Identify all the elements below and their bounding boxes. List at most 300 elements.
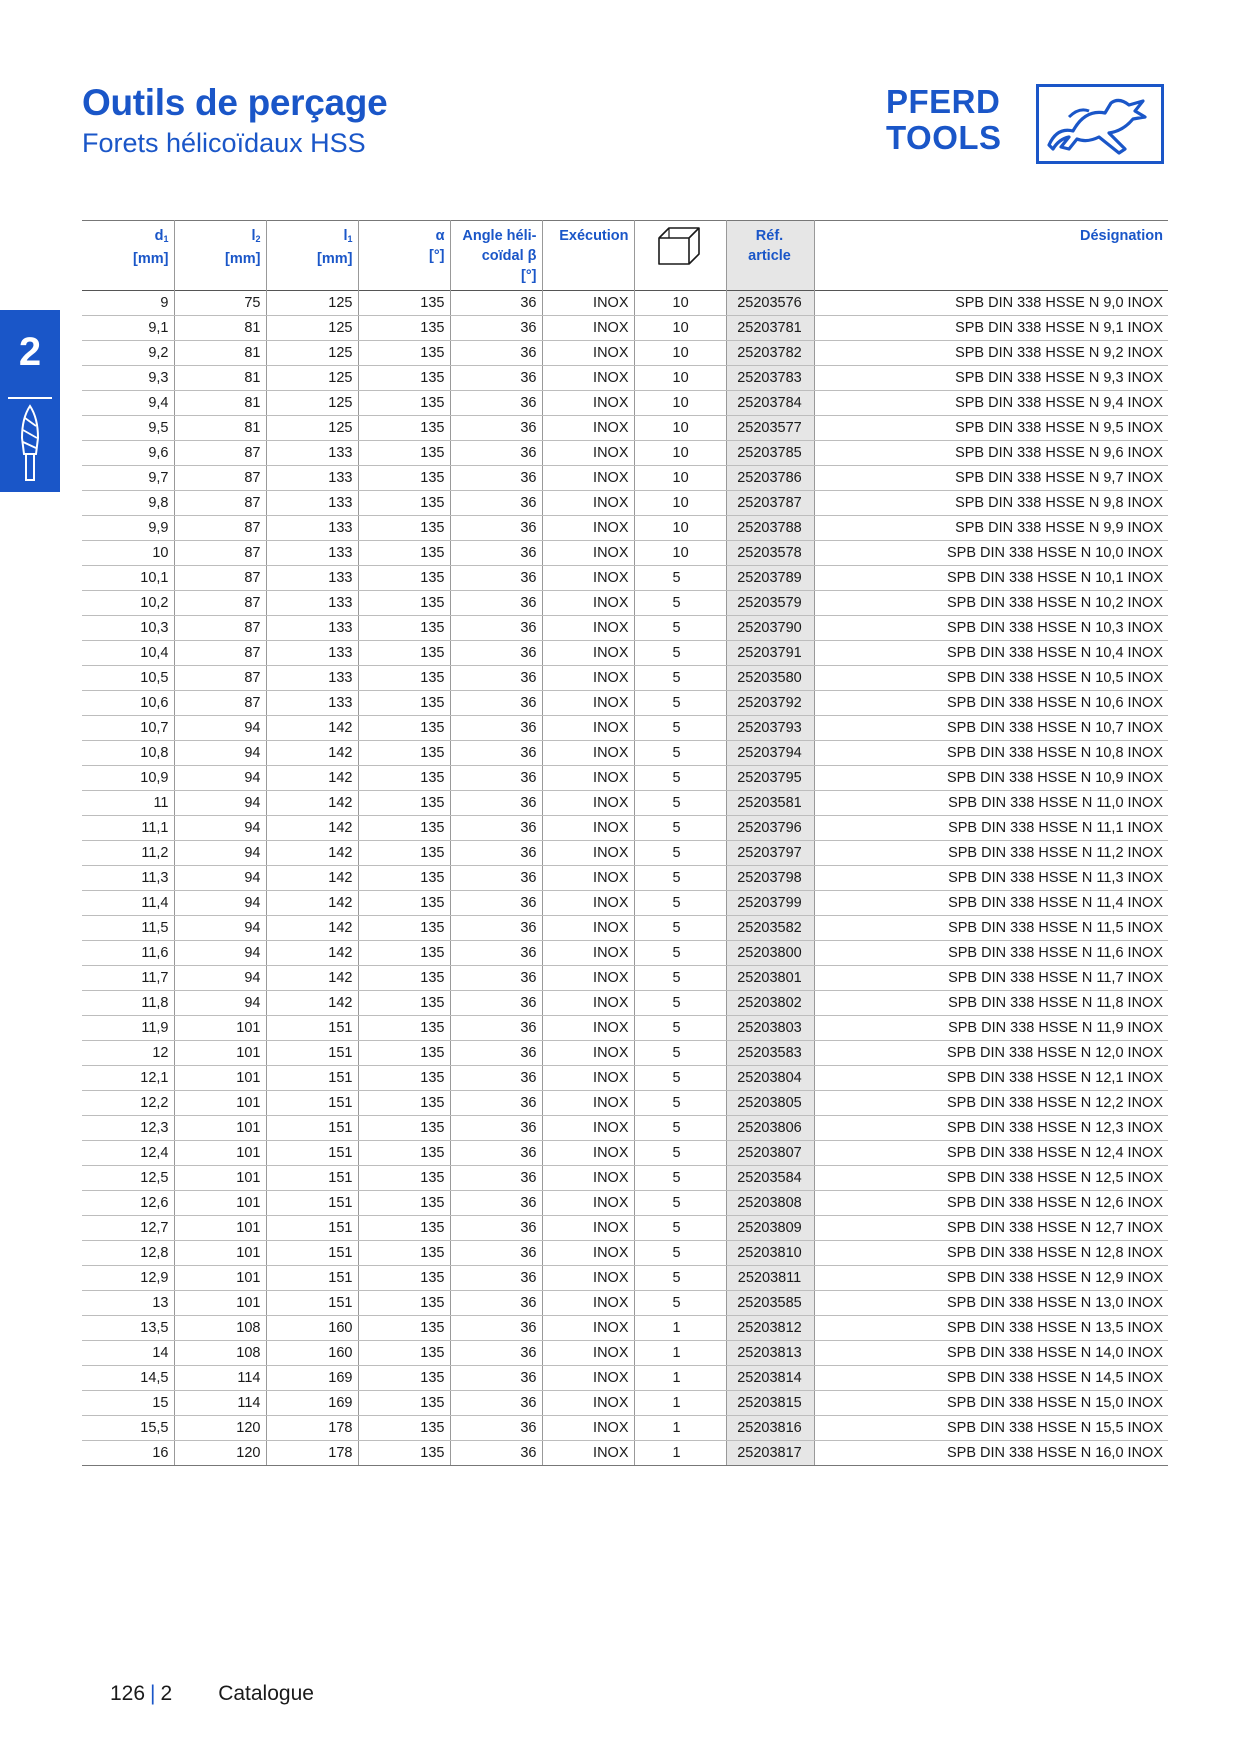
cell-designation: SPB DIN 338 HSSE N 10,7 INOX <box>814 716 1168 741</box>
cell-l1: 151 <box>266 1141 358 1166</box>
cell-l1: 142 <box>266 891 358 916</box>
cell-d1: 10,1 <box>82 566 174 591</box>
cell-alpha: 135 <box>358 591 450 616</box>
cell-l2: 94 <box>174 716 266 741</box>
cell-execution: INOX <box>542 1341 634 1366</box>
cell-helix-angle: 36 <box>450 441 542 466</box>
pferd-tools-logo <box>886 84 1168 166</box>
cell-l1: 133 <box>266 466 358 491</box>
cell-l1: 142 <box>266 816 358 841</box>
cell-quantity: 10 <box>634 291 726 316</box>
table-row <box>82 441 1168 466</box>
logo-line-2: TOOLS <box>886 119 1002 156</box>
cell-reference: 25203817 <box>726 1441 814 1466</box>
cell-d1: 9,6 <box>82 441 174 466</box>
cell-designation: SPB DIN 338 HSSE N 12,6 INOX <box>814 1191 1168 1216</box>
cell-quantity: 5 <box>634 1091 726 1116</box>
cell-alpha: 135 <box>358 1016 450 1041</box>
cell-quantity: 5 <box>634 941 726 966</box>
cell-d1: 10,5 <box>82 666 174 691</box>
cell-l1: 133 <box>266 441 358 466</box>
table-row <box>82 791 1168 816</box>
table-row <box>82 541 1168 566</box>
table-row <box>82 491 1168 516</box>
table-row <box>82 341 1168 366</box>
cell-helix-angle: 36 <box>450 1341 542 1366</box>
table-row <box>82 1266 1168 1291</box>
table-row <box>82 1016 1168 1041</box>
cell-alpha: 135 <box>358 1241 450 1266</box>
cell-helix-angle: 36 <box>450 1266 542 1291</box>
cell-execution: INOX <box>542 1091 634 1116</box>
cell-designation: SPB DIN 338 HSSE N 10,6 INOX <box>814 691 1168 716</box>
cell-quantity: 5 <box>634 991 726 1016</box>
cell-quantity: 5 <box>634 791 726 816</box>
cell-helix-angle: 36 <box>450 941 542 966</box>
drill-bit-icon <box>16 404 44 482</box>
cell-helix-angle: 36 <box>450 666 542 691</box>
cell-reference: 25203782 <box>726 341 814 366</box>
table-row <box>82 1191 1168 1216</box>
cell-execution: INOX <box>542 291 634 316</box>
cell-alpha: 135 <box>358 341 450 366</box>
table-row <box>82 1166 1168 1191</box>
cell-helix-angle: 36 <box>450 566 542 591</box>
cell-alpha: 135 <box>358 741 450 766</box>
cell-execution: INOX <box>542 491 634 516</box>
cell-helix-angle: 36 <box>450 341 542 366</box>
cell-quantity: 5 <box>634 1191 726 1216</box>
cell-l2: 81 <box>174 366 266 391</box>
header-helix-angle: Angle héli- coïdal β [°] <box>450 221 542 291</box>
cell-execution: INOX <box>542 941 634 966</box>
cell-quantity: 1 <box>634 1441 726 1466</box>
cell-quantity: 1 <box>634 1341 726 1366</box>
cell-d1: 11 <box>82 791 174 816</box>
cell-reference: 25203806 <box>726 1116 814 1141</box>
cell-helix-angle: 36 <box>450 1141 542 1166</box>
cell-l1: 142 <box>266 741 358 766</box>
table-row <box>82 716 1168 741</box>
cell-execution: INOX <box>542 1316 634 1341</box>
cell-reference: 25203812 <box>726 1316 814 1341</box>
cell-d1: 12,5 <box>82 1166 174 1191</box>
cell-l1: 151 <box>266 1291 358 1316</box>
cell-designation: SPB DIN 338 HSSE N 10,4 INOX <box>814 641 1168 666</box>
header-alpha: α [°] <box>358 221 450 291</box>
cell-alpha: 135 <box>358 891 450 916</box>
cell-helix-angle: 36 <box>450 516 542 541</box>
cell-designation: SPB DIN 338 HSSE N 14,0 INOX <box>814 1341 1168 1366</box>
cell-d1: 9,7 <box>82 466 174 491</box>
cell-d1: 11,6 <box>82 941 174 966</box>
cell-d1: 9,9 <box>82 516 174 541</box>
cell-helix-angle: 36 <box>450 916 542 941</box>
cell-alpha: 135 <box>358 1266 450 1291</box>
cell-d1: 13,5 <box>82 1316 174 1341</box>
table-row <box>82 1416 1168 1441</box>
cell-l2: 87 <box>174 666 266 691</box>
cell-helix-angle: 36 <box>450 1116 542 1141</box>
cell-d1: 10,9 <box>82 766 174 791</box>
header-reference: Réf. article <box>726 221 814 291</box>
cell-designation: SPB DIN 338 HSSE N 10,1 INOX <box>814 566 1168 591</box>
cell-reference: 25203796 <box>726 816 814 841</box>
table-row <box>82 366 1168 391</box>
cell-l1: 160 <box>266 1341 358 1366</box>
cell-alpha: 135 <box>358 441 450 466</box>
cell-designation: SPB DIN 338 HSSE N 12,9 INOX <box>814 1266 1168 1291</box>
cell-designation: SPB DIN 338 HSSE N 9,3 INOX <box>814 366 1168 391</box>
cell-execution: INOX <box>542 1016 634 1041</box>
cell-execution: INOX <box>542 866 634 891</box>
table-row <box>82 941 1168 966</box>
cell-l2: 87 <box>174 566 266 591</box>
table-row <box>82 466 1168 491</box>
header-execution: Exécution <box>542 221 634 291</box>
cell-l1: 133 <box>266 491 358 516</box>
cell-l1: 142 <box>266 791 358 816</box>
cell-alpha: 135 <box>358 1391 450 1416</box>
cell-l1: 125 <box>266 416 358 441</box>
cell-execution: INOX <box>542 716 634 741</box>
cell-l1: 142 <box>266 841 358 866</box>
cell-l2: 101 <box>174 1091 266 1116</box>
cell-l1: 133 <box>266 616 358 641</box>
cell-l2: 94 <box>174 741 266 766</box>
cell-designation: SPB DIN 338 HSSE N 12,1 INOX <box>814 1066 1168 1091</box>
page-subtitle: Forets hélicoïdaux HSS <box>82 128 366 158</box>
cell-reference: 25203810 <box>726 1241 814 1266</box>
cell-execution: INOX <box>542 541 634 566</box>
cell-designation: SPB DIN 338 HSSE N 9,7 INOX <box>814 466 1168 491</box>
horse-icon <box>1036 84 1164 164</box>
chapter-label: 2 <box>160 1682 173 1705</box>
cell-l1: 169 <box>266 1366 358 1391</box>
cell-alpha: 135 <box>358 1291 450 1316</box>
cell-quantity: 10 <box>634 541 726 566</box>
table-row <box>82 816 1168 841</box>
cell-l2: 75 <box>174 291 266 316</box>
cell-reference: 25203585 <box>726 1291 814 1316</box>
cell-reference: 25203790 <box>726 616 814 641</box>
cell-designation: SPB DIN 338 HSSE N 10,3 INOX <box>814 616 1168 641</box>
cell-l2: 94 <box>174 966 266 991</box>
cell-execution: INOX <box>542 416 634 441</box>
cell-execution: INOX <box>542 341 634 366</box>
logo-line-1: PFERD <box>886 83 1001 120</box>
table-row <box>82 1116 1168 1141</box>
cell-d1: 9,4 <box>82 391 174 416</box>
cell-execution: INOX <box>542 516 634 541</box>
cell-helix-angle: 36 <box>450 291 542 316</box>
cell-d1: 9,3 <box>82 366 174 391</box>
cell-alpha: 135 <box>358 291 450 316</box>
cell-alpha: 135 <box>358 316 450 341</box>
cell-d1: 15,5 <box>82 1416 174 1441</box>
cell-l2: 87 <box>174 441 266 466</box>
chapter-divider <box>8 397 52 399</box>
cell-l2: 101 <box>174 1141 266 1166</box>
cell-alpha: 135 <box>358 716 450 741</box>
cell-execution: INOX <box>542 741 634 766</box>
cell-designation: SPB DIN 338 HSSE N 11,1 INOX <box>814 816 1168 841</box>
table-row <box>82 391 1168 416</box>
cell-helix-angle: 36 <box>450 966 542 991</box>
table-row <box>82 1216 1168 1241</box>
cell-quantity: 5 <box>634 766 726 791</box>
cell-helix-angle: 36 <box>450 1016 542 1041</box>
cell-l1: 151 <box>266 1016 358 1041</box>
cell-designation: SPB DIN 338 HSSE N 11,4 INOX <box>814 891 1168 916</box>
header-packaging <box>634 221 726 291</box>
cell-d1: 10,4 <box>82 641 174 666</box>
cell-reference: 25203803 <box>726 1016 814 1041</box>
cell-helix-angle: 36 <box>450 816 542 841</box>
cell-l1: 178 <box>266 1416 358 1441</box>
cell-d1: 12,7 <box>82 1216 174 1241</box>
table-row <box>82 316 1168 341</box>
cell-d1: 14,5 <box>82 1366 174 1391</box>
cell-l2: 87 <box>174 591 266 616</box>
cell-quantity: 10 <box>634 391 726 416</box>
cell-l1: 125 <box>266 391 358 416</box>
cell-helix-angle: 36 <box>450 1366 542 1391</box>
cell-l2: 101 <box>174 1191 266 1216</box>
cell-d1: 11,7 <box>82 966 174 991</box>
cell-quantity: 5 <box>634 1116 726 1141</box>
cell-helix-angle: 36 <box>450 591 542 616</box>
cell-execution: INOX <box>542 1366 634 1391</box>
cell-quantity: 5 <box>634 916 726 941</box>
cell-l2: 87 <box>174 616 266 641</box>
table-row <box>82 1066 1168 1091</box>
cell-quantity: 5 <box>634 1216 726 1241</box>
cell-l2: 101 <box>174 1116 266 1141</box>
cell-d1: 11,4 <box>82 891 174 916</box>
cell-d1: 11,2 <box>82 841 174 866</box>
cell-l2: 87 <box>174 691 266 716</box>
cell-l1: 142 <box>266 866 358 891</box>
table-row <box>82 616 1168 641</box>
cell-d1: 10,8 <box>82 741 174 766</box>
cell-quantity: 5 <box>634 1066 726 1091</box>
table-row <box>82 691 1168 716</box>
cell-designation: SPB DIN 338 HSSE N 12,4 INOX <box>814 1141 1168 1166</box>
cell-l2: 87 <box>174 641 266 666</box>
cell-alpha: 135 <box>358 916 450 941</box>
cell-helix-angle: 36 <box>450 1166 542 1191</box>
cell-helix-angle: 36 <box>450 616 542 641</box>
cell-quantity: 5 <box>634 591 726 616</box>
cell-helix-angle: 36 <box>450 841 542 866</box>
table-row <box>82 1041 1168 1066</box>
cell-execution: INOX <box>542 791 634 816</box>
cell-l1: 133 <box>266 666 358 691</box>
cell-execution: INOX <box>542 391 634 416</box>
cell-d1: 12,6 <box>82 1191 174 1216</box>
cell-d1: 10,3 <box>82 616 174 641</box>
cell-reference: 25203799 <box>726 891 814 916</box>
cell-execution: INOX <box>542 1241 634 1266</box>
cell-reference: 25203794 <box>726 741 814 766</box>
cell-reference: 25203579 <box>726 591 814 616</box>
cell-reference: 25203583 <box>726 1041 814 1066</box>
cell-designation: SPB DIN 338 HSSE N 10,0 INOX <box>814 541 1168 566</box>
cell-l2: 101 <box>174 1016 266 1041</box>
cell-designation: SPB DIN 338 HSSE N 10,5 INOX <box>814 666 1168 691</box>
cell-quantity: 10 <box>634 341 726 366</box>
header-d1: $d_1$ [mm] <box>82 221 174 291</box>
cell-helix-angle: 36 <box>450 491 542 516</box>
cell-alpha: 135 <box>358 991 450 1016</box>
cell-helix-angle: 36 <box>450 741 542 766</box>
cell-helix-angle: 36 <box>450 991 542 1016</box>
cell-quantity: 5 <box>634 866 726 891</box>
page-footer <box>110 1682 314 1706</box>
cell-reference: 25203815 <box>726 1391 814 1416</box>
cell-d1: 12,8 <box>82 1241 174 1266</box>
cell-reference: 25203781 <box>726 316 814 341</box>
cell-reference: 25203789 <box>726 566 814 591</box>
cell-reference: 25203804 <box>726 1066 814 1091</box>
cell-designation: SPB DIN 338 HSSE N 9,4 INOX <box>814 391 1168 416</box>
cell-l2: 81 <box>174 316 266 341</box>
cell-d1: 15 <box>82 1391 174 1416</box>
cell-l2: 120 <box>174 1416 266 1441</box>
cell-helix-angle: 36 <box>450 1441 542 1466</box>
cell-l1: 142 <box>266 766 358 791</box>
cell-alpha: 135 <box>358 941 450 966</box>
cell-d1: 12,2 <box>82 1091 174 1116</box>
cell-d1: 12,4 <box>82 1141 174 1166</box>
cell-execution: INOX <box>542 766 634 791</box>
cell-d1: 9,8 <box>82 491 174 516</box>
cell-l1: 125 <box>266 366 358 391</box>
cell-designation: SPB DIN 338 HSSE N 10,8 INOX <box>814 741 1168 766</box>
cell-l1: 151 <box>266 1216 358 1241</box>
cell-l2: 108 <box>174 1341 266 1366</box>
cell-designation: SPB DIN 338 HSSE N 12,3 INOX <box>814 1116 1168 1141</box>
cell-reference: 25203816 <box>726 1416 814 1441</box>
cell-execution: INOX <box>542 691 634 716</box>
cell-l1: 151 <box>266 1191 358 1216</box>
cell-l2: 114 <box>174 1366 266 1391</box>
cell-l2: 94 <box>174 941 266 966</box>
cell-execution: INOX <box>542 816 634 841</box>
cell-designation: SPB DIN 338 HSSE N 12,8 INOX <box>814 1241 1168 1266</box>
cell-designation: SPB DIN 338 HSSE N 11,5 INOX <box>814 916 1168 941</box>
cell-l1: 142 <box>266 716 358 741</box>
cell-helix-angle: 36 <box>450 1216 542 1241</box>
cell-l2: 101 <box>174 1266 266 1291</box>
cell-reference: 25203578 <box>726 541 814 566</box>
cell-quantity: 5 <box>634 891 726 916</box>
cell-l2: 94 <box>174 916 266 941</box>
cell-l2: 108 <box>174 1316 266 1341</box>
cell-execution: INOX <box>542 641 634 666</box>
cell-designation: SPB DIN 338 HSSE N 9,6 INOX <box>814 441 1168 466</box>
cell-designation: SPB DIN 338 HSSE N 11,8 INOX <box>814 991 1168 1016</box>
cell-alpha: 135 <box>358 491 450 516</box>
cell-d1: 11,1 <box>82 816 174 841</box>
cell-alpha: 135 <box>358 616 450 641</box>
table-row <box>82 1391 1168 1416</box>
cell-helix-angle: 36 <box>450 541 542 566</box>
cell-reference: 25203795 <box>726 766 814 791</box>
cell-d1: 11,8 <box>82 991 174 1016</box>
cell-quantity: 10 <box>634 366 726 391</box>
cell-d1: 11,9 <box>82 1016 174 1041</box>
table-row <box>82 1341 1168 1366</box>
cell-l2: 94 <box>174 991 266 1016</box>
cell-l2: 94 <box>174 791 266 816</box>
table-row <box>82 1291 1168 1316</box>
product-table <box>82 220 1168 1466</box>
cell-reference: 25203792 <box>726 691 814 716</box>
cell-l2: 87 <box>174 516 266 541</box>
cell-alpha: 135 <box>358 1141 450 1166</box>
cell-d1: 14 <box>82 1341 174 1366</box>
cell-quantity: 5 <box>634 566 726 591</box>
cell-d1: 16 <box>82 1441 174 1466</box>
cell-alpha: 135 <box>358 391 450 416</box>
cell-reference: 25203805 <box>726 1091 814 1116</box>
cell-alpha: 135 <box>358 541 450 566</box>
cell-helix-angle: 36 <box>450 1416 542 1441</box>
cell-execution: INOX <box>542 366 634 391</box>
cell-helix-angle: 36 <box>450 791 542 816</box>
cell-helix-angle: 36 <box>450 366 542 391</box>
cell-d1: 13 <box>82 1291 174 1316</box>
cell-alpha: 135 <box>358 1366 450 1391</box>
cell-execution: INOX <box>542 1416 634 1441</box>
cell-designation: SPB DIN 338 HSSE N 11,9 INOX <box>814 1016 1168 1041</box>
cell-helix-angle: 36 <box>450 1091 542 1116</box>
cell-execution: INOX <box>542 1291 634 1316</box>
cell-reference: 25203798 <box>726 866 814 891</box>
cell-designation: SPB DIN 338 HSSE N 12,7 INOX <box>814 1216 1168 1241</box>
cell-execution: INOX <box>542 1216 634 1241</box>
cell-l1: 151 <box>266 1266 358 1291</box>
cell-helix-angle: 36 <box>450 766 542 791</box>
catalogue-label: Catalogue <box>218 1682 314 1705</box>
table-row <box>82 591 1168 616</box>
cell-helix-angle: 36 <box>450 1291 542 1316</box>
cell-d1: 9 <box>82 291 174 316</box>
cell-d1: 12,3 <box>82 1116 174 1141</box>
cell-quantity: 10 <box>634 516 726 541</box>
cell-execution: INOX <box>542 1266 634 1291</box>
cell-quantity: 10 <box>634 466 726 491</box>
cell-l1: 151 <box>266 1241 358 1266</box>
cell-alpha: 135 <box>358 1091 450 1116</box>
cell-reference: 25203814 <box>726 1366 814 1391</box>
cell-execution: INOX <box>542 1041 634 1066</box>
cell-l1: 151 <box>266 1041 358 1066</box>
cell-designation: SPB DIN 338 HSSE N 12,2 INOX <box>814 1091 1168 1116</box>
cell-execution: INOX <box>542 966 634 991</box>
table-row <box>82 741 1168 766</box>
cell-designation: SPB DIN 338 HSSE N 11,0 INOX <box>814 791 1168 816</box>
cell-quantity: 5 <box>634 1291 726 1316</box>
cell-quantity: 5 <box>634 691 726 716</box>
cell-alpha: 135 <box>358 1316 450 1341</box>
cell-reference: 25203787 <box>726 491 814 516</box>
cell-helix-angle: 36 <box>450 416 542 441</box>
cell-designation: SPB DIN 338 HSSE N 9,2 INOX <box>814 341 1168 366</box>
cell-quantity: 1 <box>634 1366 726 1391</box>
